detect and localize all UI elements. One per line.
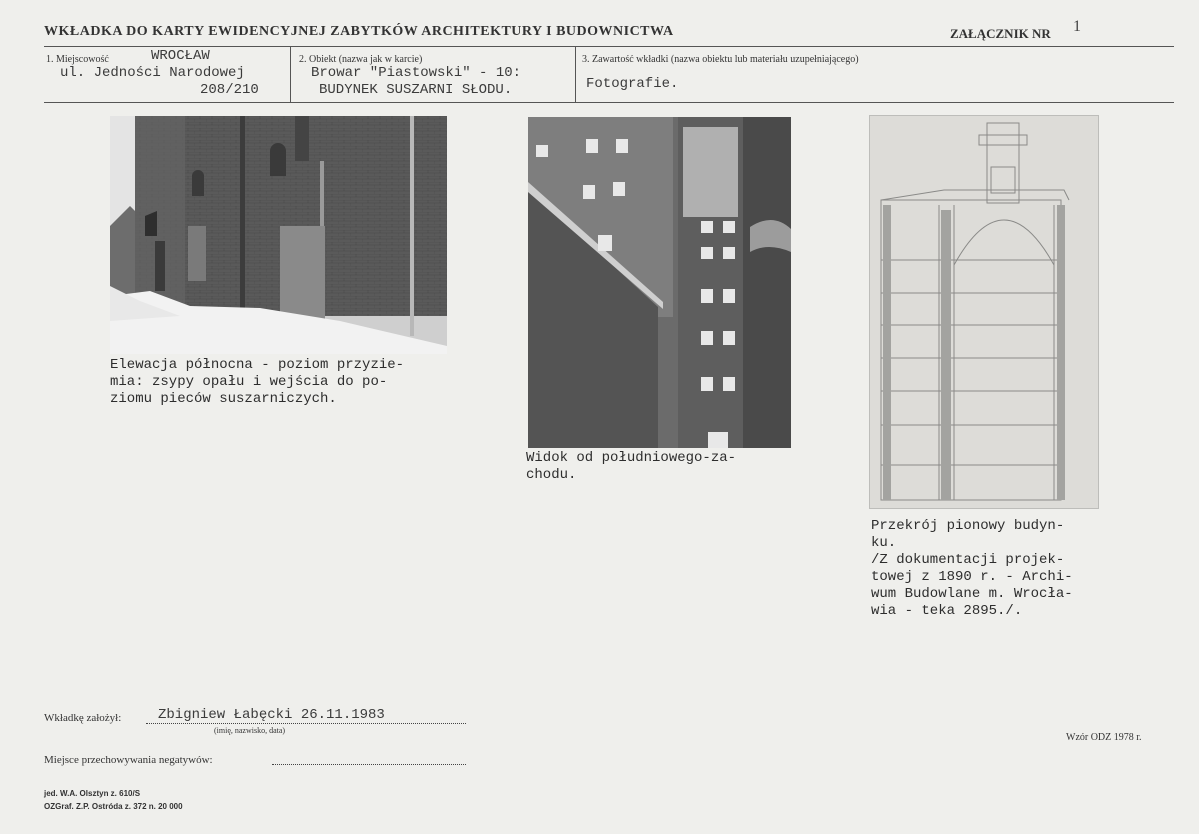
form-template-label: Wzór ODZ 1978 r. [1066,732,1142,743]
photo-southwest-view [528,117,791,448]
location-street: ul. Jedności Narodowej [60,65,245,81]
caption-vertical-section: Przekrój pionowy budyn- ku. /Z dokumentacji projek- towej z 1890 r. - Archi- wum Budowlane m. Wrocła- wia - teka 2895./. [871,518,1073,619]
object-label: 2. Obiekt (nazwa jak w karcie) [299,54,423,65]
annex-number: 1 [1073,18,1081,35]
content-value: Fotografie. [586,76,679,92]
vertical-section-drawing [869,115,1099,509]
created-by-value: Zbigniew Łabęcki 26.11.1983 [158,707,385,723]
content-field [582,52,1172,102]
field-divider-2 [575,46,576,102]
north-elevation-image [110,116,447,354]
object-line-1: Browar "Piastowski" - 10: [311,65,522,81]
header-top-rule [44,46,1174,47]
caption-north-elevation: Elewacja północna - poziom przyzie- mia: zsypy opału i wejścia do po- ziomu pieców suszarniczych. [110,357,405,407]
photo-north-elevation [110,116,447,354]
location-city: WROCŁAW [151,48,210,64]
created-by-label: Wkładkę założył: [44,712,122,724]
negatives-line [272,764,466,765]
location-number: 208/210 [200,82,259,98]
negatives-label: Miejsce przechowywania negatywów: [44,754,213,766]
content-label: 3. Zawartość wkładki (nazwa obiektu lub materiału uzupełniającego) [582,54,859,65]
print-info-2: OZGraf. Z.P. Ostróda z. 372 n. 20 000 [44,802,183,811]
location-label: 1. Miejscowość [46,54,109,65]
location-field [46,48,286,102]
photo-vertical-section [869,115,1099,509]
document-title: WKŁADKA DO KARTY EWIDENCYJNEJ ZABYTKÓW ARCHITEKTURY I BUDOWNICTWA [44,24,674,39]
object-field [299,52,569,102]
field-divider-1 [290,46,291,102]
southwest-view-image [528,117,791,448]
object-line-2: BUDYNEK SUSZARNI SŁODU. [319,82,513,98]
caption-southwest-view: Widok od południowego-za- chodu. [526,450,737,483]
print-info-1: jed. W.A. Olsztyn z. 610/S [44,789,141,798]
created-by-line [146,723,466,724]
created-by-hint: (imię, nazwisko, data) [214,726,286,735]
annex-label: ZAŁĄCZNIK NR [950,26,1051,41]
header-bottom-rule [44,102,1174,103]
